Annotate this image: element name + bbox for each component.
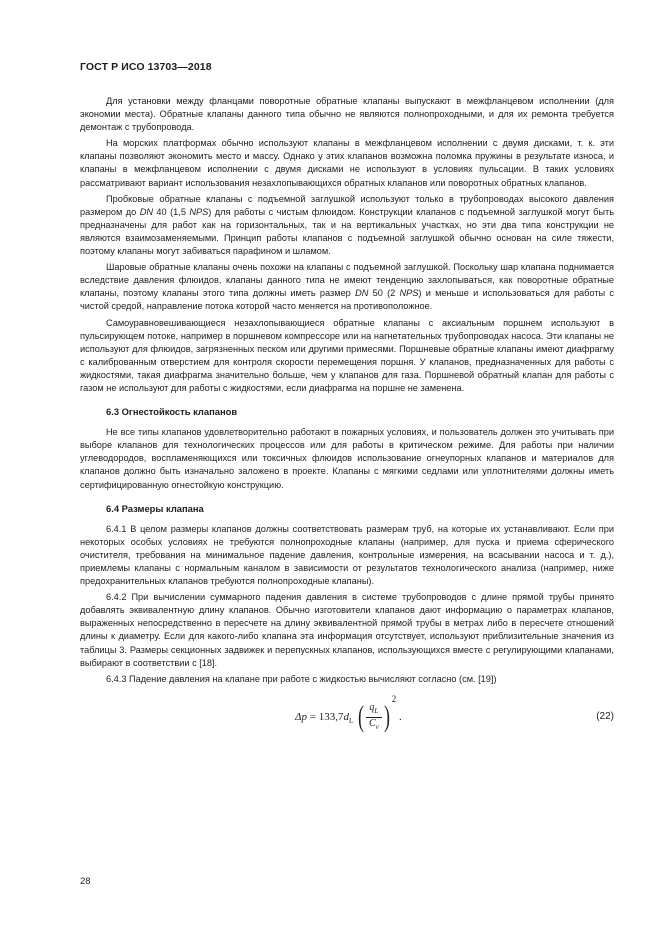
section-heading-6-4: 6.4 Размеры клапана bbox=[106, 502, 204, 514]
text-run: Шаровые обратные клапаны очень похожи на клапаны с подъемной заглушкой. Поскольку шар клапана поднимается вследствие давления флюидов, клапаны данного типа не имеют тенденцию захлопываться, как поворотные обратные клапаны, поэтому клапаны этого типа должны иметь размер bbox=[80, 262, 614, 299]
numerator-sub: L bbox=[374, 706, 379, 715]
formula-d-sub: L bbox=[348, 717, 354, 726]
fraction-numerator bbox=[366, 702, 382, 718]
denominator-symbol: C bbox=[368, 717, 376, 729]
text-run-italic: NPS bbox=[189, 206, 209, 217]
formula-coefficient: 133,7 bbox=[318, 710, 344, 723]
page-number: 28 bbox=[80, 876, 91, 887]
formula-lhs: Δp bbox=[295, 710, 307, 723]
paragraph-6-4-2: 6.4.2 При вычислении суммарного падения давления в системе трубопроводов с длине прямой трубы принято добавлять эквивалентную длину клапанов. Обычно изготовители клапанов дают информацию о параметрах клапанов, выраженных непосредственно в пересчете на длину эквивалентной прямой трубы в метрах либо в пересчете отношений длины к диаметру. Если для какого-либо клапана эта информация отсутствует, используют приблизительные значения из таблицы 3. Размеры секционных задвижек и перепускных клапанов, использующихся вместе с регулирующими клапанами, выбирают в соответствии с [18]. bbox=[80, 592, 614, 668]
document-header: ГОСТ Р ИСО 13703—2018 bbox=[80, 61, 212, 73]
fraction-denominator bbox=[366, 718, 382, 733]
text-run-italic: DN bbox=[355, 288, 369, 299]
paragraph-6-4-3: 6.4.3 Падение давления на клапане при работе с жидкостью вычисляют согласно (см. [19]) bbox=[106, 673, 497, 684]
right-paren: ) bbox=[383, 700, 390, 734]
text-run-italic: DN bbox=[139, 206, 153, 217]
paragraph-fire-safety: Не все типы клапанов удовлетворительно работают в пожарных условиях, и пользователь должен это учитывать при выборе клапанов для технологических процессов или для работы в критическом режиме. Для работы при наличии углеводородов, воспламеняющихся или токсичных флюидов использование огнеупорных клапанов и материалов для клапанов должно быть изначально заложено в проекте. Клапаны с мягкими седлами или уплотнителями должны иметь сертифицированную огнестойкую конструкцию. bbox=[80, 427, 614, 490]
formula-power: 2 bbox=[391, 693, 397, 704]
paragraph-6-4-1: 6.4.1 В целом размеры клапанов должны соответствовать размерам труб, на которые их устанавливают. Если при некоторых особых условиях не требуются полнопроходные клапаны (например, для пуска и приема сферического очистителя, требования на минимальное падение давления, контрольные измерения, на всасывании насоса и т. д.), приемлемы клапаны с нормальным каналом в зависимости от результатов технологического анализа (например, ниже предохранительных клапанов требуются полнопроходные клапаны). bbox=[80, 523, 614, 587]
formula-d: d bbox=[343, 710, 349, 723]
left-paren: ( bbox=[357, 700, 364, 734]
paragraph-offshore-dual-plate: На морских платформах обычно используют клапаны в межфланцевом исполнении с двумя дисками, т. к. эти клапаны позволяют экономить место и массу. Однако у этих клапанов возможна поломка пружины в результате износа, и клапаны в межфланцевом исполнении с двумя дисками не используют в условиях пульсации. В таких условиях рассматривают вариант использования незахлопывающихся обратных клапанов или поворотных обратных клапанов. bbox=[80, 138, 614, 188]
formula-body bbox=[295, 693, 402, 734]
denominator-sub: v bbox=[375, 722, 379, 731]
paragraph-axial-piston: Самоуравновешивающиеся незахлопывающиеся обратные клапаны с аксиальным поршнем используют в пульсирующем потоке, например в поршневом компрессоре или на нагнетательных трубопроводах насоса. Эти клапаны не используют для флюидов, загрязненных песком или другими примесями. Поршневые обратные клапаны имеют диафрагму с калиброванным отверстием для контроля скорости перемещения поршня. У клапанов, предназначенных для работы с жидкостями, такая диафрагма значительно больше, чем у клапанов для газа. Поршневой обратный клапан для работы с газом не используют для работы с жидкостями, если диафрагма на поршне не заменена. bbox=[80, 317, 614, 393]
text-run: ) для работы с чистым флюидом. Конструкции клапанов с подъемной заглушкой могут быть предназначены для работ как на горизонтальных, так и на вертикальных участках, но эти два типа конструкции не являются взаимозаменяемыми. Принцип работы клапанов с подъемной заглушкой обычно основан на силе тяжести, поэтому клапаны могут забиваться парафином и шламом. bbox=[80, 206, 614, 257]
text-run: 50 (2 bbox=[368, 288, 400, 299]
text-run-italic: NPS bbox=[399, 288, 419, 299]
section-heading-6-3: 6.3 Огнестойкость клапанов bbox=[106, 406, 238, 418]
formula-22 bbox=[80, 693, 614, 746]
equation-number: (22) bbox=[596, 710, 614, 722]
formula-equals: = bbox=[309, 710, 316, 723]
paragraph-ball-check bbox=[80, 261, 614, 313]
formula-fraction bbox=[366, 702, 382, 733]
numerator-symbol: q bbox=[369, 701, 375, 713]
text-run: Пробковые обратные клапаны с подъемной заглушкой используют только в трубопроводах высокого давления размером до bbox=[80, 193, 614, 217]
text-run: ) и меньше и использоваться для работы с чистой средой, направление потока которой часто меняется на противоположное. bbox=[80, 288, 614, 312]
paragraph-wafer-swing: Для установки между фланцами поворотные обратные клапаны выпускают в межфланцевом исполнении (для экономии места). Обратные клапаны данного типа обычно не являются полнопроходными, и для их ремонта требуется демонтаж с трубопровода. bbox=[80, 96, 614, 133]
text-run: 40 (1,5 bbox=[152, 206, 190, 217]
paragraph-lift-plug bbox=[80, 193, 614, 258]
page-content bbox=[80, 95, 614, 746]
formula-trailing-dot: . bbox=[399, 710, 402, 723]
